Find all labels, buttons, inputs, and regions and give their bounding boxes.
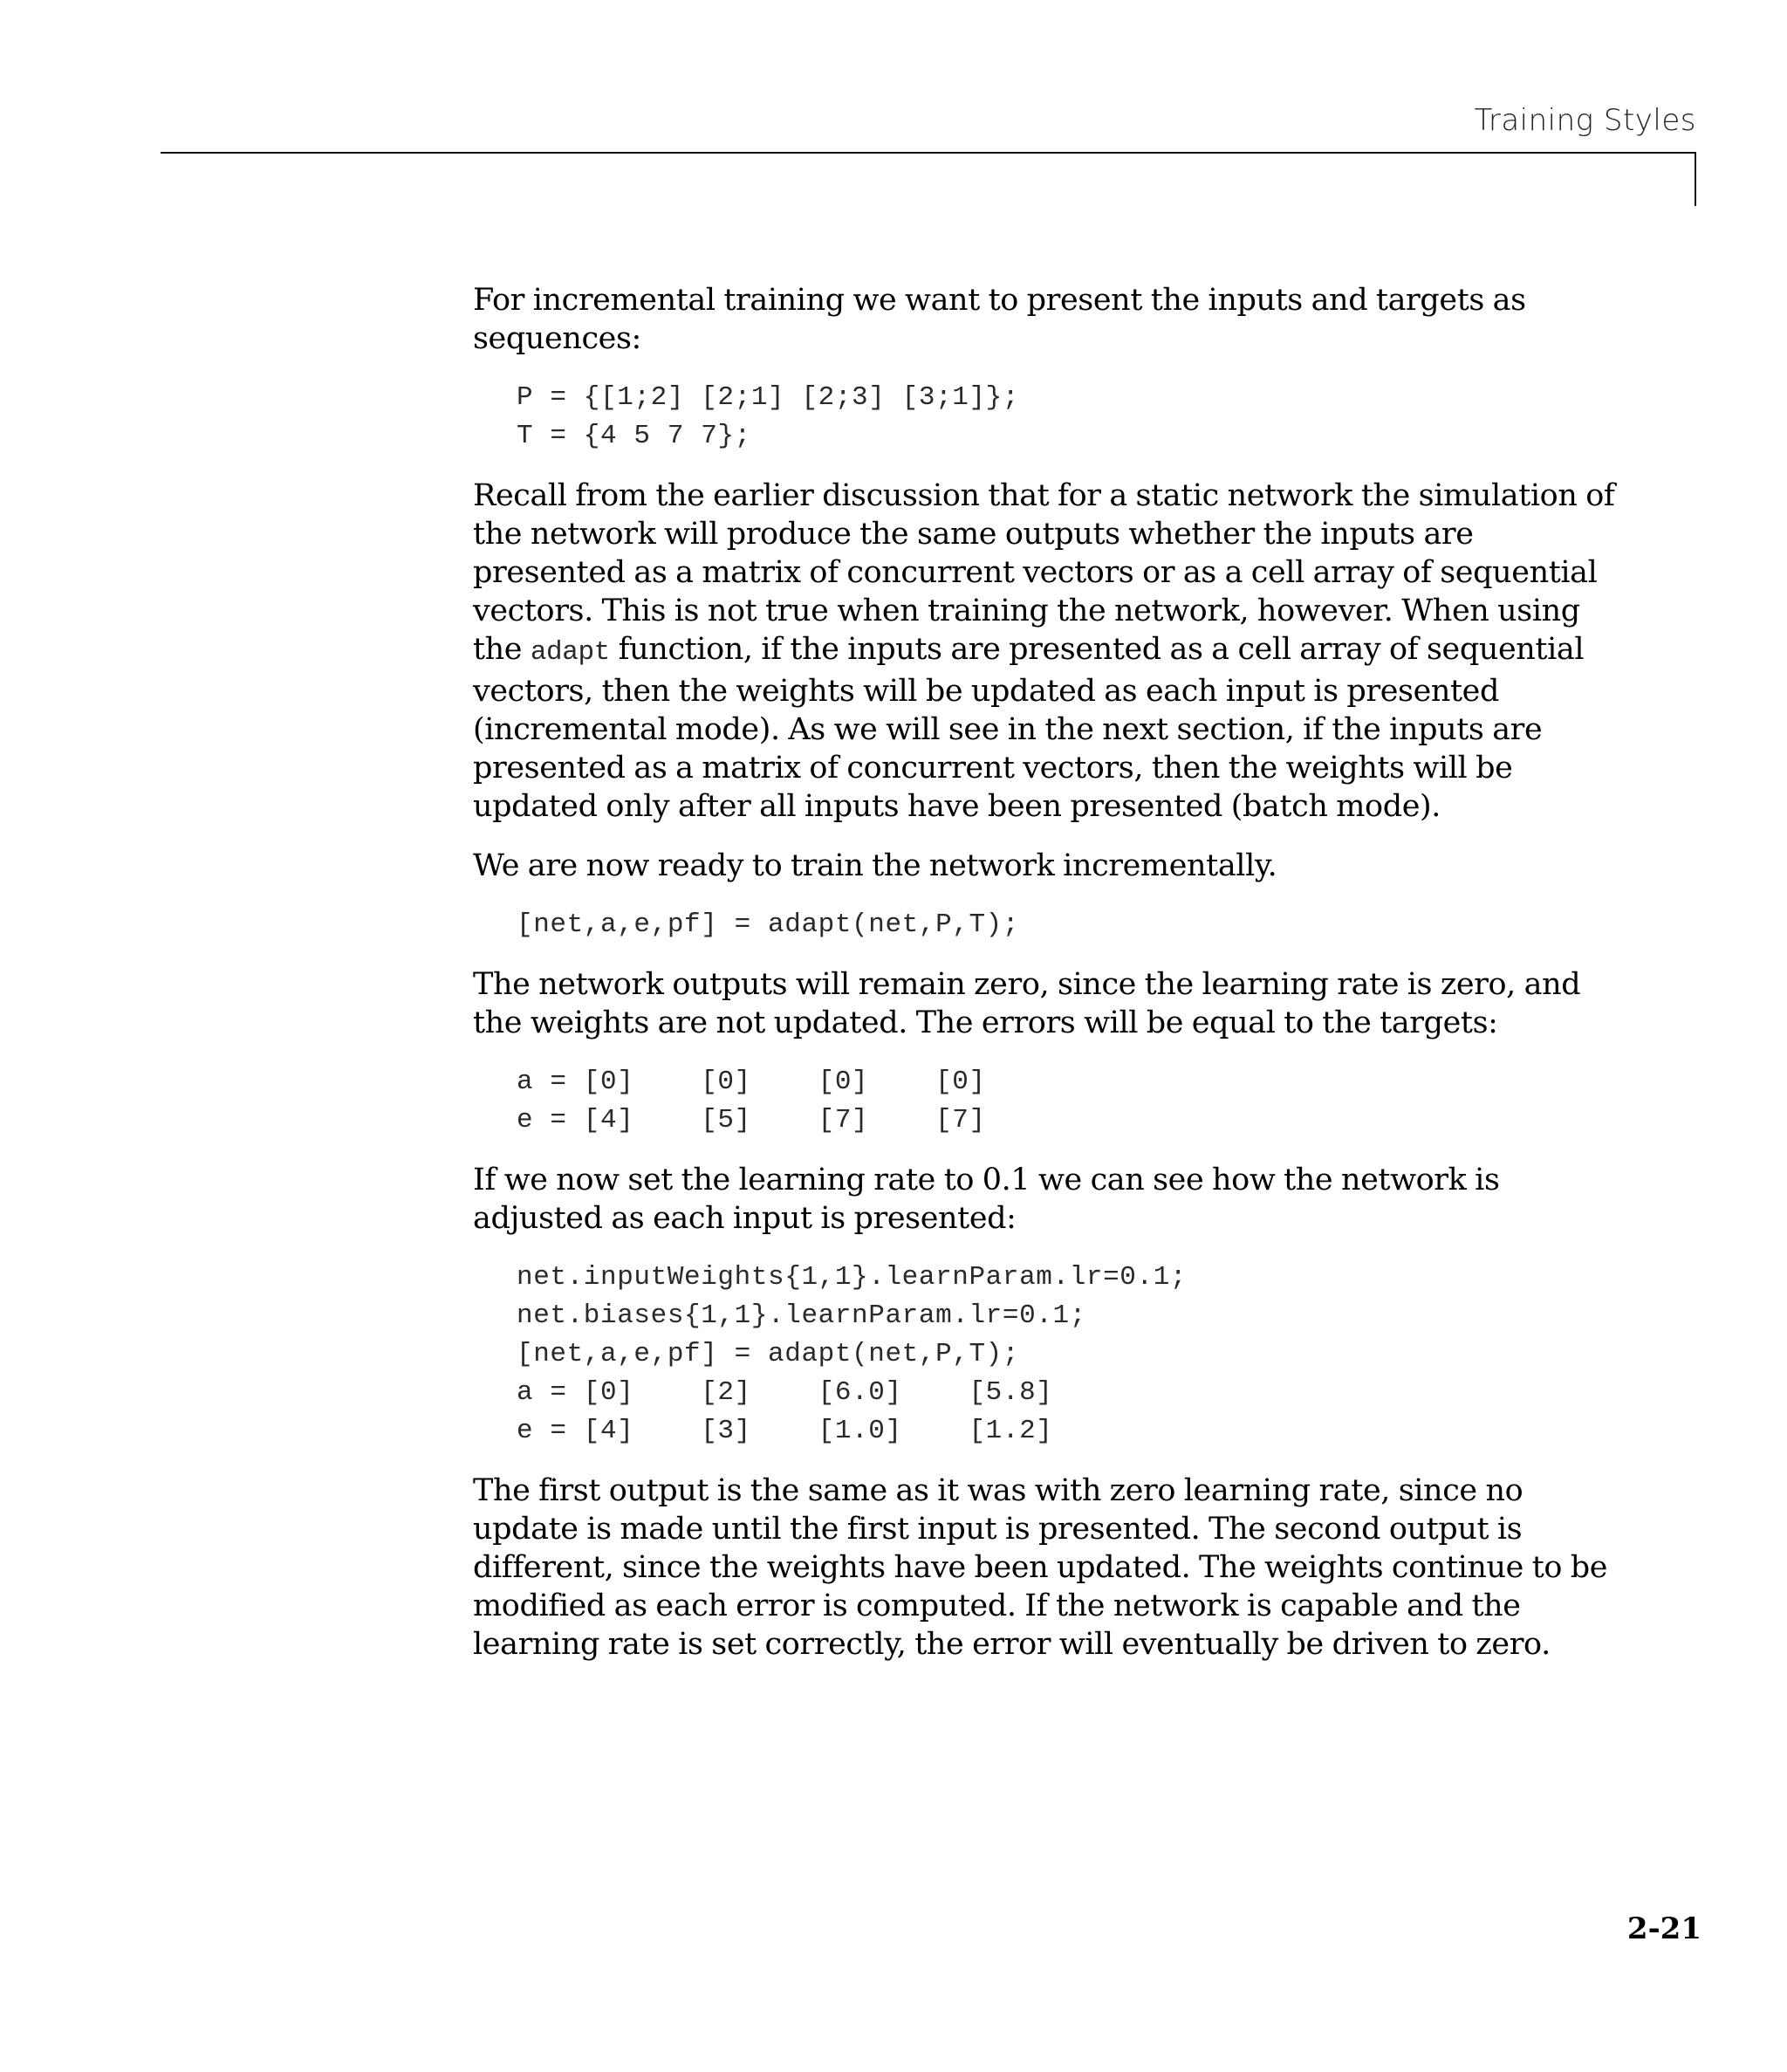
code-line: e = [4] [3] [1.0] [1.2]	[517, 1416, 1053, 1446]
paragraph-zero-outputs: The network outputs will remain zero, since the learning rate is zero, and the weights are not updated. The errors will be equal to the targets:	[473, 967, 1581, 1040]
paragraph-static-network	[473, 477, 1633, 826]
code-line: net.inputWeights{1,1}.learnParam.lr=0.1;	[517, 1262, 1188, 1293]
paragraph-learning-rate: If we now set the learning rate to 0.1 we can see how the network is adjusted as each input is presented:	[473, 1163, 1500, 1236]
code-block-zero-results	[517, 1063, 1633, 1140]
code-line: P = {[1;2] [2;1] [2;3] [3;1]};	[517, 382, 1020, 413]
code-line: a = [0] [0] [0] [0]	[517, 1067, 986, 1097]
code-line: [net,a,e,pf] = adapt(net,P,T);	[517, 1339, 1020, 1369]
inline-code-adapt: adapt	[530, 637, 610, 668]
paragraph-incremental-intro: For incremental training we want to present the inputs and targets as sequences:	[473, 283, 1526, 356]
code-line: T = {4 5 7 7};	[517, 421, 751, 451]
code-line: a = [0] [2] [6.0] [5.8]	[517, 1377, 1053, 1408]
code-block-sequences	[517, 379, 1633, 456]
paragraph-first-output: The first output is the same as it was with zero learning rate, since no update is made until the first input is presented. The second output is different, since the weights have been updated. The weights continue to be modified as each error is computed. If the network is capable and the learning rate is set correctly, the error will eventually be driven to zero.	[473, 1473, 1608, 1662]
header-rule	[161, 152, 1696, 154]
code-line: [net,a,e,pf] = adapt(net,P,T);	[517, 909, 1020, 940]
paragraph-text: Recall from the earlier discussion that for a static network the simulation of the network will produce the same outputs whether the inputs are presented as a matrix of concurrent vectors or as a cell array of sequential vectors. This is not true when training the network, however. When using the	[473, 478, 1615, 667]
running-head: Training Styles	[1474, 103, 1696, 138]
code-line: e = [4] [5] [7] [7]	[517, 1105, 986, 1135]
paragraph-ready-to-train: We are now ready to train the network incrementally.	[473, 848, 1277, 883]
code-block-adapt	[517, 906, 1633, 944]
paragraph-text: function, if the inputs are presented as a cell array of sequential vectors, then the weights will be updated as each input is presented (incremental mode). As we will see in the next section, if the inputs are presented as a matrix of concurrent vectors, then the weights will be updated only after all inputs have been presented (batch mode).	[473, 632, 1585, 824]
code-line: net.biases{1,1}.learnParam.lr=0.1;	[517, 1300, 1086, 1331]
code-block-learning-rate	[517, 1259, 1633, 1451]
page-content	[473, 281, 1633, 1684]
header-rule-tick	[1695, 152, 1696, 206]
page-number: 2-21	[1626, 1911, 1701, 1946]
